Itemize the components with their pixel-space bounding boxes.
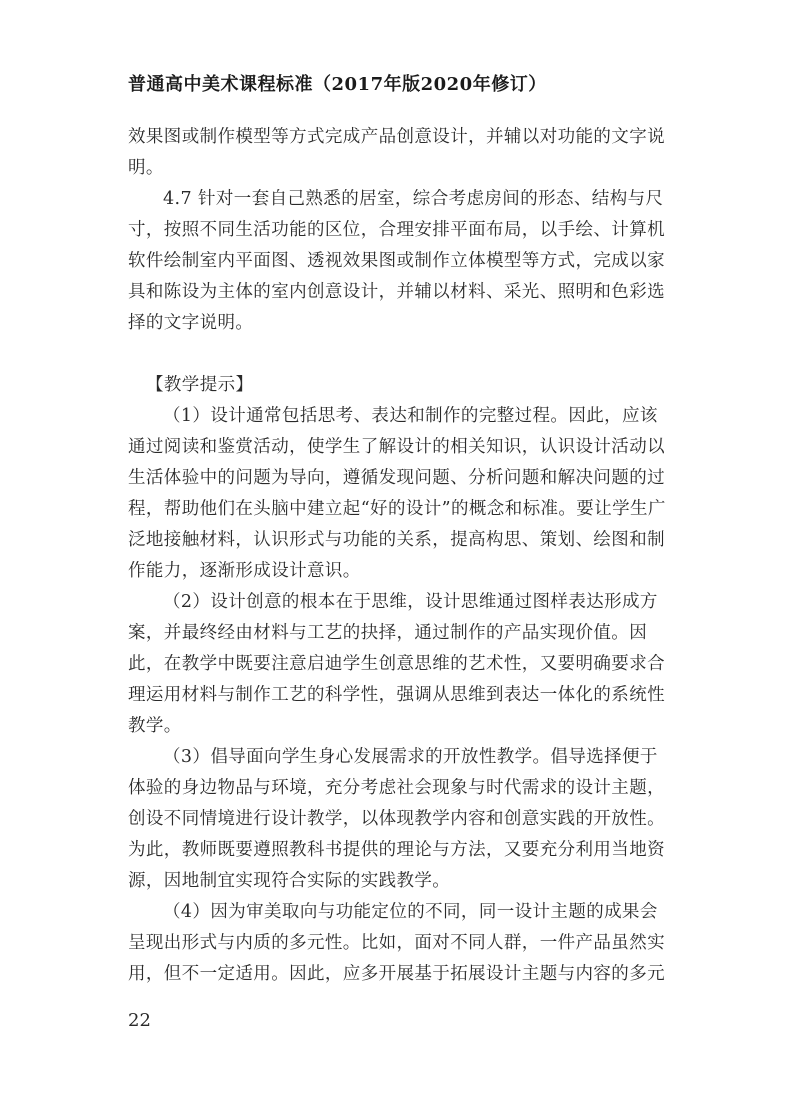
running-header: 普通高中美术课程标准（2017年版2020年修订） xyxy=(128,74,547,95)
item-4-7: 4.7 针对一套自己熟悉的居室，综合考虑房间的形态、结构与尺寸，按照不同生活功能的区位，合理安排平面布局，以手绘、计算机软件绘制室内平面图、透视效果图或制作立体模型等方式，完成以家具和陈设为主体的室内创意设计，并辅以材料、采光、照明和色彩选择的文字说明。 xyxy=(128,189,665,333)
page-body xyxy=(128,122,673,990)
teaching-tip-2: （2）设计创意的根本在于思维，设计思维通过图样表达形成方案，并最终经由材料与工艺的抉择，通过制作的产品实现价值。因此，在教学中既要注意启迪学生创意思维的艺术性，又要明确要求合理运用材料与制作工艺的科学性，强调从思维到表达一体化的系统性教学。 xyxy=(128,592,665,736)
section-title-teaching-tips: 【教学提示】 xyxy=(146,375,254,395)
teaching-tip-4: （4）因为审美取向与功能定位的不同，同一设计主题的成果会呈现出形式与内质的多元性。比如，面对不同人群，一件产品虽然实用，但不一定适用。因此，应多开展基于拓展设计主题与内容的多元 xyxy=(128,902,665,984)
teaching-tip-3: （3）倡导面向学生身心发展需求的开放性教学。倡导选择便于体验的身边物品与环境，充分考虑社会现象与时代需求的设计主题，创设不同情境进行设计教学，以体现教学内容和创意实践的开放性。为此，教师既要遵照教科书提供的理论与方法，又要充分利用当地资源，因地制宜实现符合实际的实践教学。 xyxy=(128,747,665,891)
teaching-tip-1: （1）设计通常包括思考、表达和制作的完整过程。因此，应该通过阅读和鉴赏活动，使学生了解设计的相关知识，认识设计活动以生活体验中的问题为导向，遵循发现问题、分析问题和解决问题的过程，帮助他们在头脑中建立起“好的设计”的概念和标准。要让学生广泛地接触材料，认识形式与功能的关系，提高构思、策划、绘图和制作能力，逐渐形成设计意识。 xyxy=(128,406,666,581)
blank-line xyxy=(128,339,673,370)
page-number: 22 xyxy=(128,1010,151,1031)
paragraph-continuation: 效果图或制作模型等方式完成产品创意设计，并辅以对功能的文字说明。 xyxy=(128,127,665,178)
